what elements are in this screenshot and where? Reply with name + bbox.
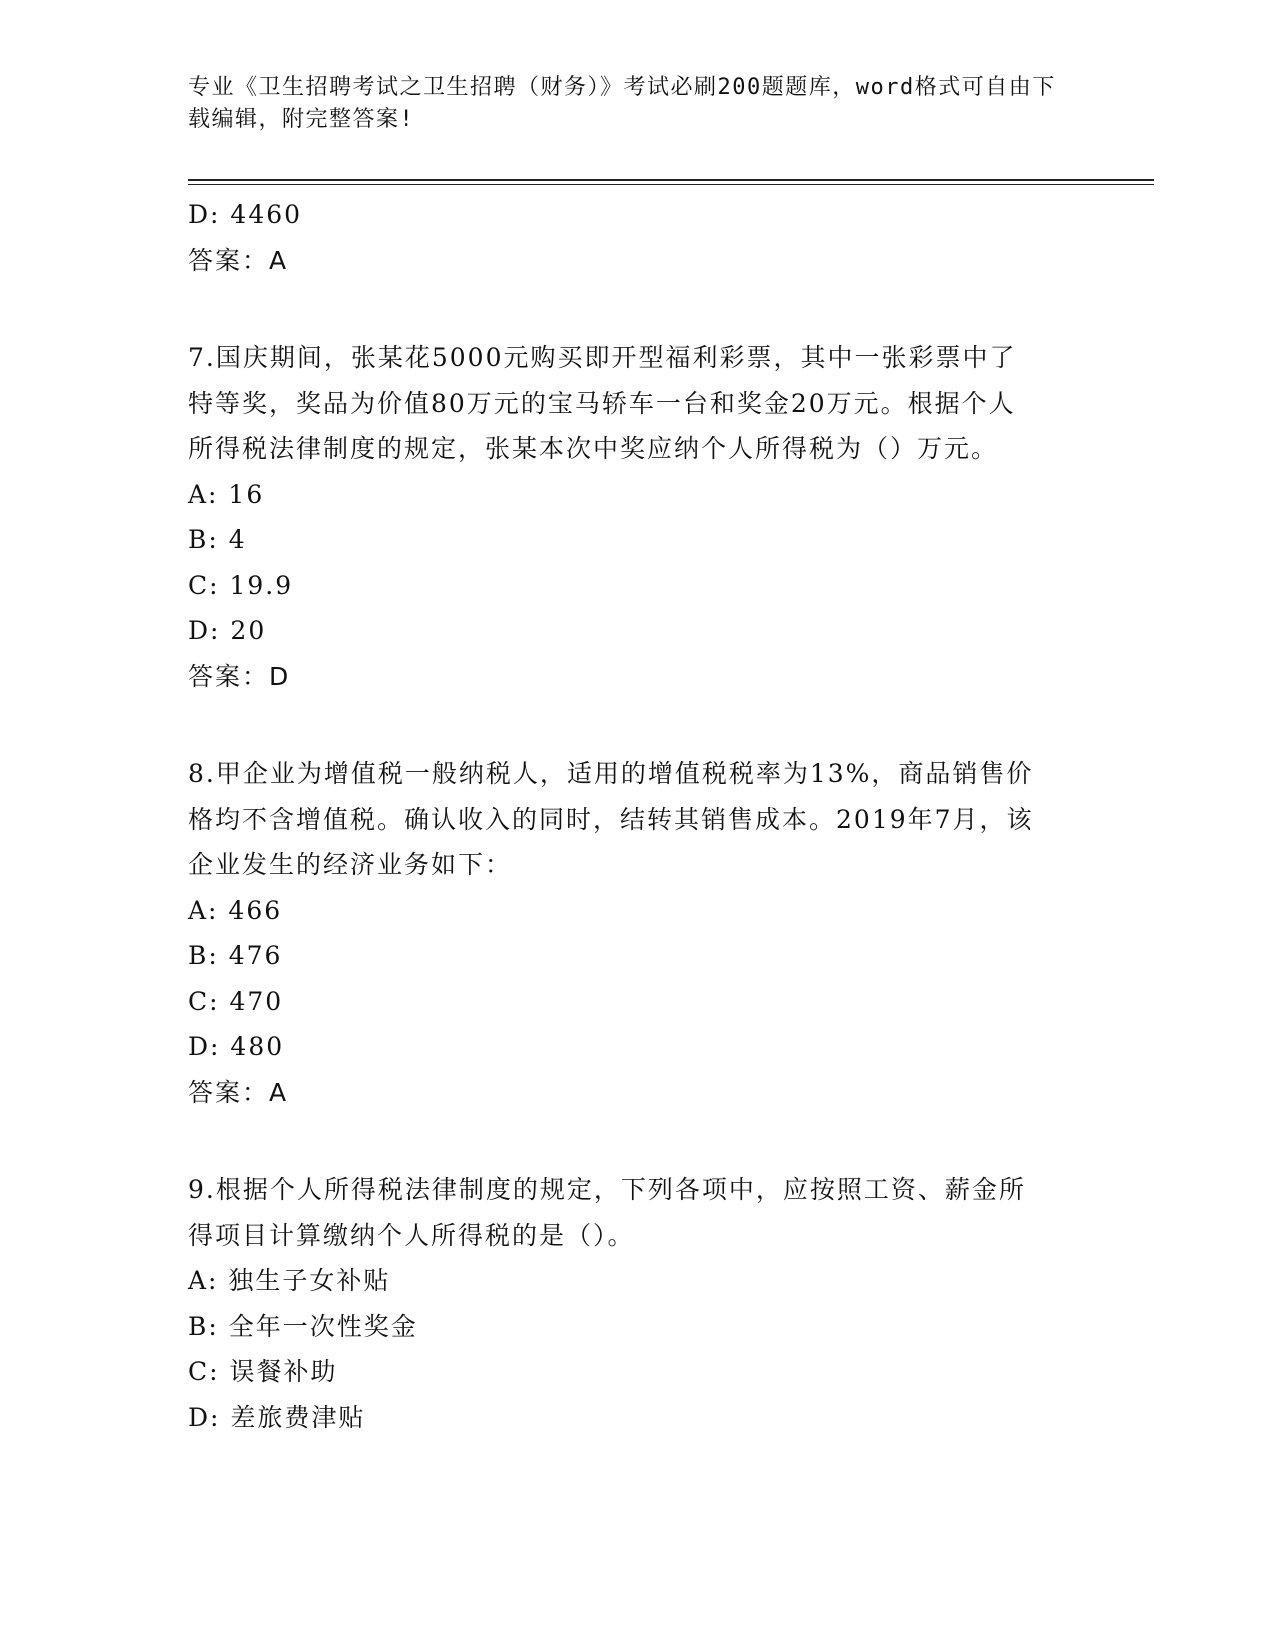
header-rule-thick (188, 179, 1154, 181)
document-body (188, 192, 1088, 1440)
question-8-option-b: B: 476 (188, 941, 283, 970)
question-7-option-a: A: 16 (188, 479, 265, 509)
question-8 (188, 751, 1088, 1115)
question-9-option-c: C: 误餐补助 (188, 1357, 338, 1386)
question-9-option-a: A: 独生子女补贴 (188, 1266, 391, 1295)
question-8-option-c: C: 470 (188, 986, 284, 1016)
question-9-option-b: B: 全年一次性奖金 (188, 1311, 418, 1341)
question-8-stem: 8.甲企业为增值税一般纳税人，适用的增值税税率为13%，商品销售价格均不含增值税。确认收入的同时，结转其销售成本。2019年7月，该企业发生的经济业务如下： (188, 759, 1034, 879)
question-7-option-d: D: 20 (188, 616, 267, 645)
question-8-answer: 答案：A (188, 1077, 289, 1107)
question-7-option-b: B: 4 (188, 525, 247, 554)
question-9-option-d: D: 差旅费津贴 (188, 1402, 366, 1432)
question-7-option-c: C: 19.9 (188, 570, 294, 600)
document-header: 专业《卫生招聘考试之卫生招聘（财务）》考试必刷200题题库，word格式可自由下载编辑，附完整答案! (188, 75, 1056, 132)
question-7 (188, 335, 1088, 699)
question-7-stem: 7.国庆期间，张某花5000元购买即开型福利彩票，其中一张彩票中了特等奖，奖品为价值80万元的宝马轿车一台和奖金20万元。根据个人所得税法律制度的规定，张某本次中奖应纳个人所得税为（）万元。 (188, 343, 1017, 463)
prev-question-option-d: D: 4460 (188, 200, 303, 229)
question-8-option-a: A: 466 (188, 895, 283, 925)
question-8-option-d: D: 480 (188, 1032, 285, 1061)
question-7-answer: 答案：D (188, 661, 291, 691)
question-9 (188, 1167, 1088, 1440)
prev-question-answer: 答案：A (188, 245, 289, 275)
header-rule-thin (188, 184, 1154, 185)
question-9-stem: 9.根据个人所得税法律制度的规定，下列各项中，应按照工资、薪金所得项目计算缴纳个人所得税的是（）。 (188, 1175, 1026, 1250)
